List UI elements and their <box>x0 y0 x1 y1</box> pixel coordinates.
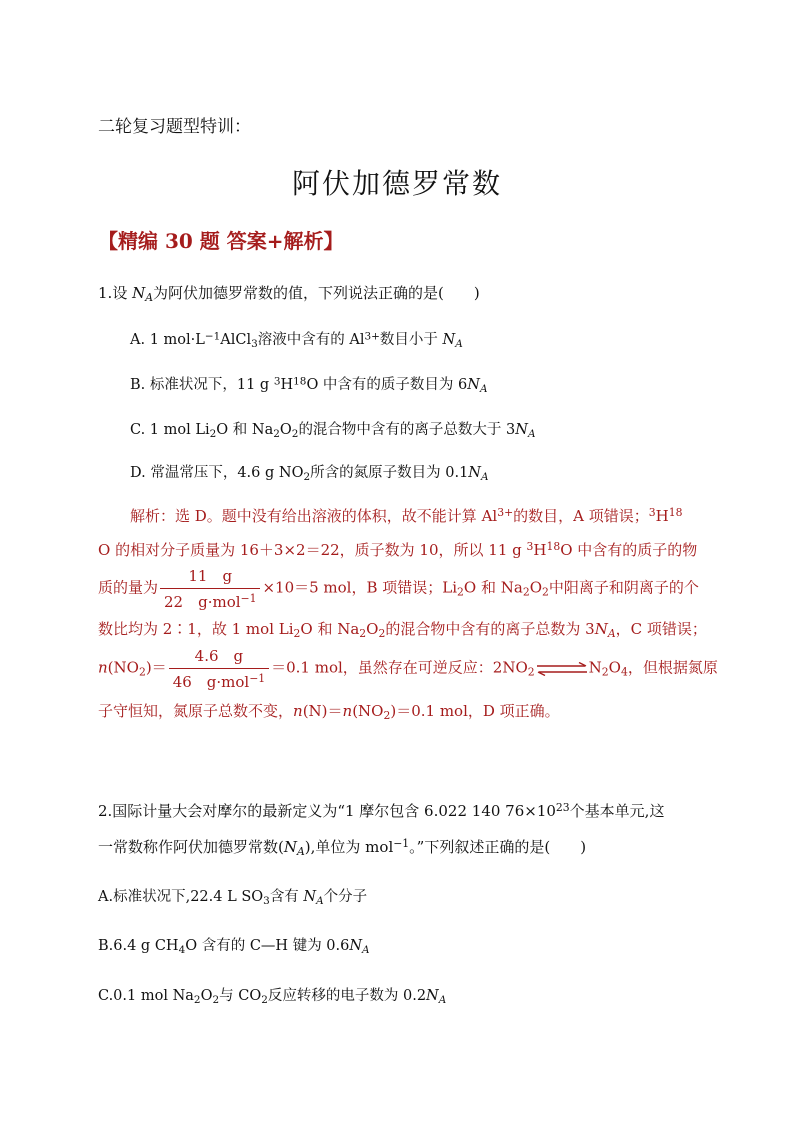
analysis-1-line-1: 解析：选 D。题中没有给出溶液的体积，故不能计算 $Al^{3+}$的数目，A 项错误；$^3H^{18}$ <box>130 506 683 525</box>
fraction-no2-moles: $\frac{4.6 g}{46 g\cdot mol^{-1}}$ <box>169 645 269 692</box>
question-2-stem-line-1: 2.国际计量大会对摩尔的最新定义为“1 摩尔包含 6.022 140 $76\times 10^{23}$个基本单元,这 <box>98 801 665 820</box>
analysis-1-line-3: 质的量为 $\frac{11 g}{22 g\cdot mol^{-1}}$ ×10＝5 mol，B 项错误；$Li_2O$ 和 $Na_2O_2$中阳离子和阴离子的个 <box>98 567 699 611</box>
section-label: 二轮复习题型特训： <box>98 117 251 137</box>
question-1-stem: 1.设 $N_A$为阿伏加德罗常数的值，下列说法正确的是( ) <box>98 284 480 305</box>
collection-tag: 【精编 30 题 答案+解析】 <box>98 229 344 253</box>
analysis-1-line-2: O 的相对分子质量为 16＋3×2＝22，质子数为 10，所以 11 g $^3H^{18}O$ 中含有的质子的物 <box>98 540 698 559</box>
reversible-arrow-icon <box>535 662 589 676</box>
analysis-1-line-5: $n(NO_2)=$ $\frac{4.6 g}{46 g\cdot mol^{-1}}$ ＝0.1 mol，虽然存在可逆反应：$2NO_2$ $N_2O_4$，但根据氮原 <box>98 647 718 691</box>
question-2-option-c: C.0.1 mol $Na_2O_2$与 $CO_2$反应转移的电子数为 $0.2N_A$ <box>98 988 447 1006</box>
fraction-mass-over-molar-mass: $\frac{11 g}{22 g\cdot mol^{-1}}$ <box>160 565 260 612</box>
question-2-stem-line-2: 一常数称作阿伏加德罗常数$(N_A)$,单位为 mol$^{-1}$。”下列叙述正确的是( ) <box>98 837 587 859</box>
page-title: 阿伏加德罗常数 <box>291 167 502 200</box>
question-2-option-a: A.标准状况下,22.4 L $SO_3$含有 $N_A$个分子 <box>98 889 368 907</box>
analysis-1-line-4: 数比均为 2∶1，故 1 mol $Li_2O$ 和 $Na_2O_2$的混合物中含有的离子总数为 $3N_A$，C 项错误； <box>98 620 707 641</box>
question-1-option-a: A. 1 $mol\cdot L^{-1}AlCl_3$溶液中含有的 $Al^{3+}$数目小于 $N_A$ <box>130 330 463 350</box>
analysis-1-line-6: 子守恒知，氮原子总数不变，$n(N)=n(NO_2)=0.1$ mol，D 项正确。 <box>98 702 560 723</box>
question-1-option-d: D. 常温常压下，4.6 g $NO_2$所含的氮原子数目为 $0.1N_A$ <box>130 465 489 483</box>
question-1-option-c: C. 1 mol $Li_2O$ 和 $Na_2O_2$的混合物中含有的离子总数大于 $3N_A$ <box>130 422 536 440</box>
question-1-option-b: B. 标准状况下，11 g $^3H^{18}O$ 中含有的质子数目为 $6N_A$ <box>130 375 488 395</box>
question-2-option-b: B.6.4 g $CH_4O$ 含有的 C—H 键为 $0.6N_A$ <box>98 938 370 956</box>
